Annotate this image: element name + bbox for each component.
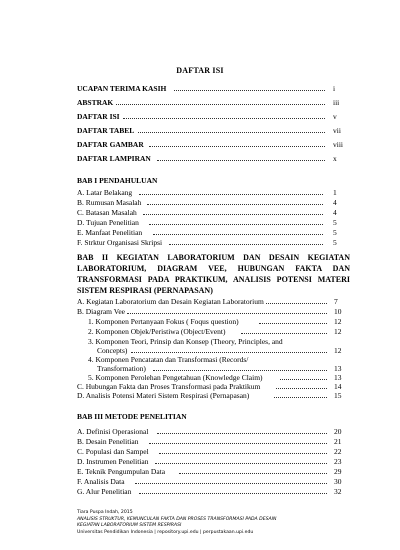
toc-entry-label: UCAPAN TERIMA KASIH	[77, 84, 167, 93]
toc-entry	[77, 140, 351, 150]
toc-entry-label: ABSTRAK	[77, 98, 114, 107]
toc-entry-label: Concepts)	[97, 346, 128, 355]
chapter-heading: BAB I PENDAHULUAN	[77, 176, 158, 185]
leader-dots	[274, 397, 327, 398]
toc-entry-page: 29	[334, 467, 342, 476]
toc-entry-label: DAFTAR LAMPIRAN	[77, 154, 151, 163]
toc-entry-label: G. Alur Penelitian	[77, 487, 132, 496]
leader-dots	[149, 224, 323, 225]
toc-entry-label: E. Manfaat Penelitian	[77, 228, 143, 237]
toc-entry	[77, 154, 351, 164]
toc-entry-page: 4	[333, 198, 337, 207]
footer-title-line: KEGIATAN LABORATORIUM SISTEM RESPIRASI	[77, 523, 182, 529]
toc-entry-page: vii	[333, 126, 341, 135]
toc-entry-label: B. Desain Penelitian	[77, 437, 139, 446]
toc-entry-label: D. Tujuan Penelitian	[77, 218, 139, 227]
toc-entry-page: 5	[333, 238, 337, 247]
chapter-heading: BAB III METODE PENELITIAN	[77, 412, 187, 421]
toc-entry-label: DAFTAR TABEL	[77, 126, 135, 135]
leader-dots	[266, 303, 327, 304]
chapter-heading-line: LABORATORIUM, DIAGRAM VEE, HUBUNGAN FAKTA DAN	[77, 264, 350, 273]
leader-dots	[153, 234, 323, 235]
toc-entry-page: 4	[333, 208, 337, 217]
toc-entry	[77, 307, 351, 317]
toc-entry-page: 22	[334, 447, 342, 456]
leader-dots	[138, 132, 325, 133]
toc-entry	[77, 297, 351, 307]
leader-dots	[153, 370, 327, 371]
leader-dots	[143, 214, 323, 215]
toc-entry-label: C. Batasan Masalah	[77, 208, 137, 217]
toc-entry-page: viii	[333, 140, 344, 149]
toc-entry-label: DAFTAR GAMBAR	[77, 140, 144, 149]
leader-dots	[139, 493, 327, 494]
toc-entry	[77, 198, 351, 208]
leader-dots	[280, 379, 327, 380]
leader-dots	[123, 118, 325, 119]
leader-dots	[155, 463, 327, 464]
toc-entry-page: 30	[334, 477, 342, 486]
toc-entry-label: F. Analisis Data	[77, 477, 125, 486]
leader-dots	[127, 313, 327, 314]
toc-entry-page: 7	[334, 297, 338, 306]
toc-entry-label: D. Analisis Potensi Materi Sistem Respirasi (Pernapasan)	[77, 391, 250, 400]
toc-entry	[77, 427, 351, 437]
toc-entry-page: 12	[334, 317, 342, 326]
toc-entry-label: DAFTAR ISI	[77, 112, 120, 121]
toc-entry-page: 14	[334, 382, 342, 391]
leader-dots	[159, 453, 327, 454]
leader-dots	[157, 433, 327, 434]
toc-entry-page: i	[333, 84, 336, 93]
toc-entry-label: B. Rumusan Masalah	[77, 198, 142, 207]
toc-entry-page: 5	[333, 228, 337, 237]
toc-entry-page: 12	[334, 327, 342, 336]
leader-dots	[139, 194, 323, 195]
leader-dots	[131, 352, 327, 353]
toc-entry-label: 1. Komponen Pertanyaan Fokus ( Foqus question)	[88, 317, 239, 326]
toc-entry	[77, 208, 351, 218]
leader-dots	[157, 160, 325, 161]
toc-entry-label: A. Kegiatan Laboratorium dan Desain Kegiatan Laboratorium	[77, 297, 264, 306]
toc-entry-page: 15	[334, 391, 342, 400]
toc-entry	[77, 391, 351, 401]
toc-entry-label: 5. Komponen Perolehan Pengetahuan (Knowledge Claim)	[88, 373, 263, 382]
toc-entry-label: B. Diagram Vee	[77, 307, 125, 316]
toc-entry	[77, 317, 351, 327]
chapter-heading	[77, 252, 350, 296]
page-footer	[77, 510, 276, 536]
toc-entry	[77, 218, 351, 228]
leader-dots	[149, 146, 325, 147]
toc-entry-page: 1	[333, 188, 337, 197]
footer-repository: Universitas Pendidikan Indonesia | repository.upi.edu | perpustakaan.upi.edu	[77, 529, 254, 535]
chapter-heading-line: SISTEM RESPIRASI (PERNAPASAN)	[77, 286, 213, 295]
toc-entry	[77, 188, 351, 198]
toc-entry-page: 13	[334, 373, 342, 382]
footer-title-line: ANALISIS STRUKTUR, KEMUNCULAN FAKTA DAN PROSES TRANSFORMASI PADA DESAIN	[77, 516, 277, 522]
footer-author: Tiara Puspa Indah, 2015	[77, 510, 133, 515]
chapter-heading-line: TRANSFORMASI PADA PRAKTIKUM, ANALISIS POTENSI MATERI	[77, 275, 350, 284]
toc-entry-page: iii	[333, 98, 340, 107]
toc-entry-page: 13	[334, 364, 342, 373]
toc-entry	[77, 112, 351, 122]
toc-entry	[77, 457, 351, 467]
toc-entry-label: 4. Komponen Pencatatan dan Transformasi (Records/	[88, 355, 249, 364]
toc-entry-label: A. Latar Belakang	[77, 188, 133, 197]
leader-dots	[276, 388, 327, 389]
toc-entry-label: D. Instrumen Penelitian	[77, 457, 149, 466]
toc-entry-label: 2. Komponen Objek/Peristiwa (Object/Event)	[88, 327, 226, 336]
toc-entry	[77, 487, 351, 497]
leader-dots	[169, 244, 323, 245]
toc-entry-page: 21	[334, 437, 342, 446]
toc-entry-page: x	[333, 154, 337, 163]
chapter-heading-line: BAB II KEGIATAN LABORATORIUM DAN DESAIN KEGIATAN	[77, 253, 350, 262]
toc-entry-page: v	[333, 112, 337, 121]
toc-entry	[77, 228, 351, 238]
toc-entry	[77, 447, 351, 457]
leader-dots	[174, 90, 325, 91]
leader-dots	[135, 483, 327, 484]
leader-dots	[116, 104, 325, 105]
toc-entry-page: 20	[334, 427, 342, 436]
toc-entry-page: 12	[334, 346, 342, 355]
toc-entry-label: E. Teknik Pengumpulan Data	[77, 467, 166, 476]
leader-dots	[241, 333, 327, 334]
toc-entry	[77, 84, 351, 94]
toc-entry	[77, 327, 351, 337]
toc-entry-label: F. Strktur Organisasi Skripsi	[77, 238, 163, 247]
leader-dots	[147, 204, 323, 205]
page-title: DAFTAR ISI	[176, 66, 224, 75]
toc-entry-label: A. Definisi Operasional	[77, 427, 149, 436]
toc-entry-page: 5	[333, 218, 337, 227]
toc-entry-label: Transformation)	[97, 364, 146, 373]
leader-dots	[149, 443, 327, 444]
toc-entry-label: 3. Komponen Teori, Prinsip dan Konsep (Theory, Principles, and	[88, 337, 283, 346]
toc-entry-page: 32	[334, 487, 342, 496]
leader-dots	[179, 473, 327, 474]
toc-entry	[77, 467, 351, 477]
toc-entry	[77, 437, 351, 447]
toc-entry	[77, 98, 351, 108]
toc-entry-label: C. Populasi dan Sampel	[77, 447, 149, 456]
toc-entry-page: 23	[334, 457, 342, 466]
toc-entry	[77, 238, 351, 248]
leader-dots	[259, 323, 327, 324]
toc-entry	[77, 126, 351, 136]
toc-entry	[77, 477, 351, 487]
toc-entry-label: C. Hubungan Fakta dan Proses Transformasi pada Praktikum	[77, 382, 261, 391]
toc-entry-page: 10	[334, 307, 342, 316]
